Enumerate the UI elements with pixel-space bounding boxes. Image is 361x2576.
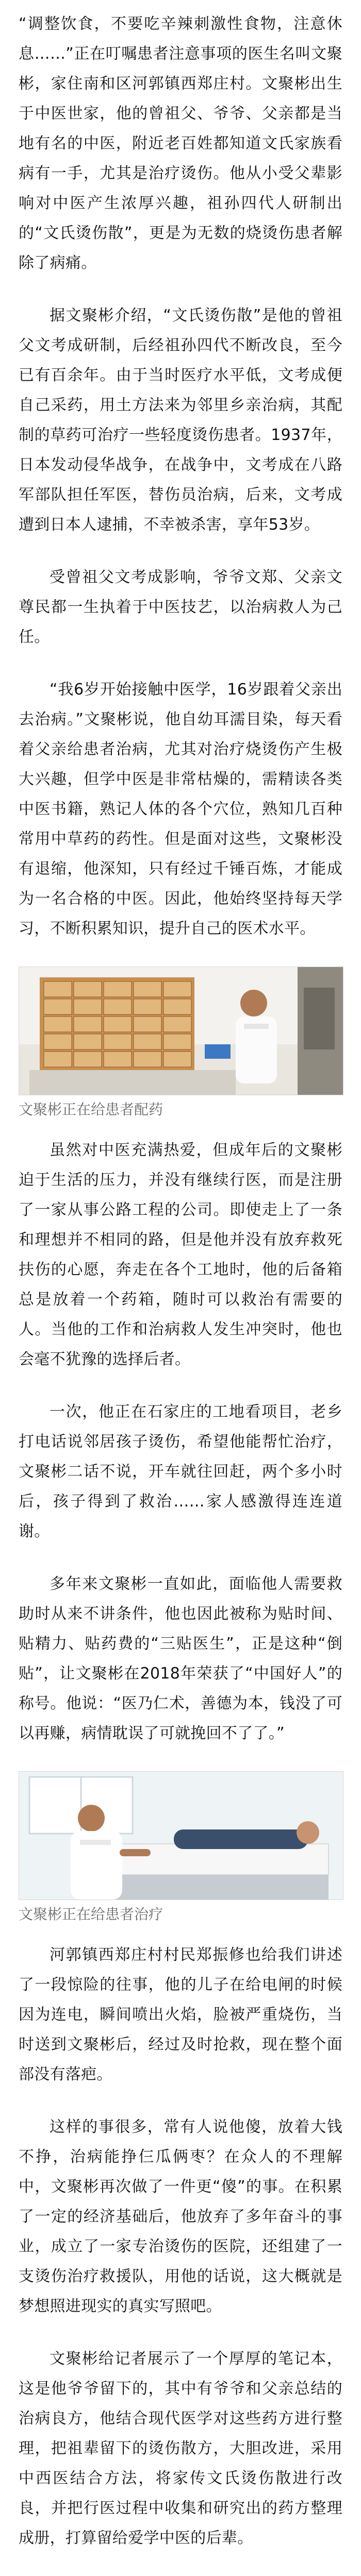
paragraph-1: “调整饮食，不要吃辛辣刺激性食物，注意休息……”正在叮嘱患者注意事项的医生名叫文聚彬，家住南和区河郭镇西郑庄村。文聚彬出生于中医世家，他的曾祖父、爷爷、父亲都是当地有名的中医，附近老百姓都知道文氏家族看病有一手，尤其是治疗烫伤。他从小受父辈影响对中医产生浓厚兴趣，祖孙四代人研制出的“文氏烫伤散”，更是为无数的烧烫伤患者解除了病痛。 — [19, 15, 342, 272]
pharmacy-photo-illustration — [19, 967, 343, 1095]
photo-block-1 — [19, 967, 342, 1120]
paragraph-8: 河郭镇西郑庄村村民郑振修也给我们讲述了一段惊险的往事，他的儿子在给电闸的时候因为连电，瞬间喷出火焰，脸被严重烧伤，当时送到文聚彬后，经过及时抢救，现在整个面部没有落疤。 — [19, 1946, 342, 2083]
photo-caption-2: 文聚彬正在给患者治疗 — [19, 1906, 163, 1923]
photo-block-2 — [19, 1771, 342, 1925]
paragraph-4: “我6岁开始接触中医学，16岁跟着父亲出去治病。”文聚彬说，他自幼耳濡目染，每天看着父亲给患者治病，尤其对治疗烧烫伤产生极大兴趣，但学中医是非常枯燥的，需精读各类中医书籍，熟记人体的各个穴位，熟知几百种常用中草药的药性。但是面对这些，文聚彬没有退缩，他深知，只有经过千锤百炼，才能成为一名合格的中医。因此，他始终坚持每天学习，不断积累知识，提升自己的医术水平。 — [19, 681, 342, 938]
paragraph-6: 一次，他正在石家庄的工地看项目，老乡打电话说邻居孩子烫伤，希望他能帮忙治疗，文聚彬二话不说，开车就往回赶，两个多小时后，孩子得到了救治……家人感激得连连道谢。 — [19, 1403, 342, 1540]
photo-pharmacy — [19, 967, 343, 1095]
paragraph-9: 这样的事很多，常有人说他傻，放着大钱不挣，治病能挣仨瓜俩枣？在众人的不理解中，文聚彬再次做了一件更“傻”的事。在积累了一定的经济基础后，他放弃了多年奋斗的事业，成立了一家专治烫伤的医院，还组建了一支烫伤治疗救援队，用他的话说，这大概就是梦想照进现实的真实写照吧。 — [19, 2118, 342, 2315]
photo-caption-1: 文聚彬正在给患者配药 — [19, 1101, 163, 1118]
paragraph-7: 多年来文聚彬一直如此，面临他人需要救助时从来不讲条件，他也因此被称为贴时间、贴精力、贴药费的“三贴医生”，正是这种“倒贴”，让文聚彬在2018年荣获了“中国好人”的称号。他说：“医乃仁术，善德为本，钱没了可以再赚，病情耽误了可就挽回不了了。” — [19, 1575, 342, 1742]
paragraph-2: 据文聚彬介绍，“文氏烫伤散”是他的曾祖父文考成研制，后经祖孙四代不断改良，至今已有百余年。由于当时医疗水平低，文考成便自己采药，用土方法来为邻里乡亲治病，其配制的草药可治疗一些轻度烫伤患者。1937年，日本发动侵华战争，在战争中，文考成在八路军部队担任军医，替伤员治病，后来，文考成遭到日本人逮捕，不幸被杀害，享年53岁。 — [19, 307, 342, 534]
photo-treatment — [19, 1771, 343, 1900]
paragraph-10: 文聚彬给记者展示了一个厚厚的笔记本，这是他爷爷留下的，其中有爷爷和父亲总结的治病良方，他结合现代医学对这些药方进行整理，把祖辈留下的烫伤散方，大胆改进，采用中西医结合方法，将家传文氏烫伤散进行改良，并把行医过程中收集和研究出的药方整理成册，打算留给爱学中医的后辈。 — [19, 2350, 342, 2547]
paragraph-3: 受曾祖父文考成影响，爷爷文郑、父亲文尊民都一生执着于中医技艺，以治病救人为己任。 — [19, 568, 342, 646]
treatment-photo-illustration — [19, 1772, 343, 1900]
paragraph-5: 虽然对中医充满热爱，但成年后的文聚彬迫于生活的压力，并没有继续行医，而是注册了一家从事公路工程的公司。即使走上了一条和理想并不相同的路，但是他并没有放弃救死扶伤的心愿，奔走在各个工地时，他的后备箱总是放着一个药箱，随时可以救治有需要的人。当他的工作和治病救人发生冲突时，他也会毫不犹豫的选择后者。 — [19, 1141, 342, 1368]
